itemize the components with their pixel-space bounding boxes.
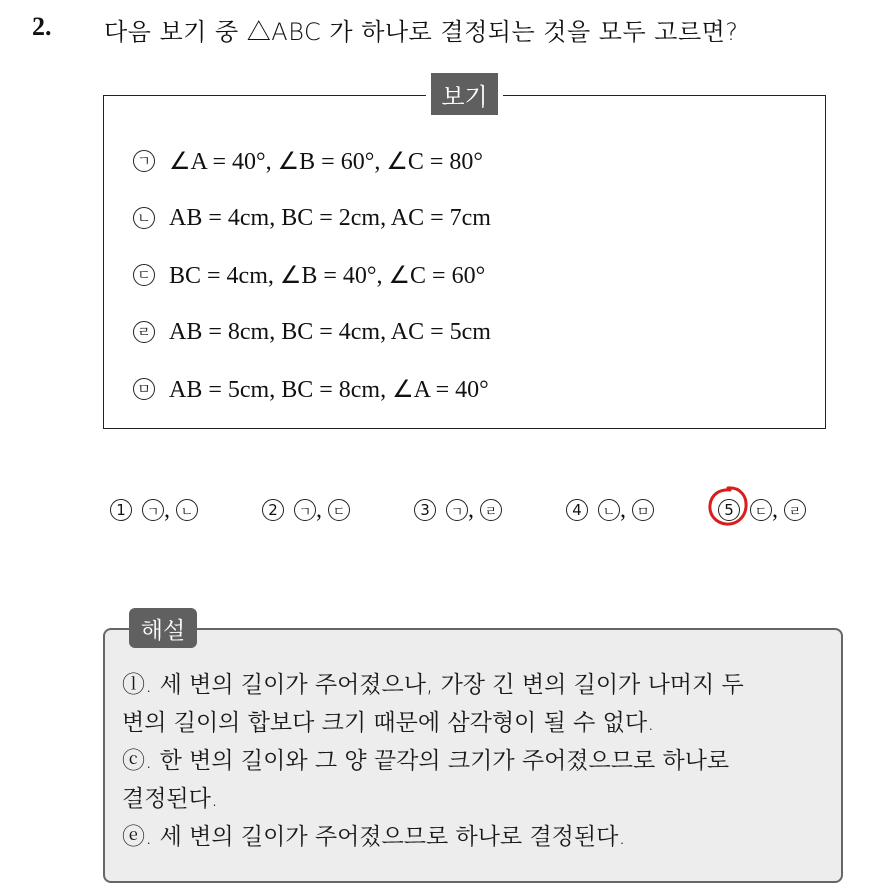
explanation-line-2: 변의 길이의 합보다 크기 때문에 삼각형이 될 수 없다.: [122, 710, 655, 736]
answer-choices: [0, 490, 884, 530]
choice-number-icon: 2: [262, 499, 284, 521]
marker-icon: ㄹ: [480, 499, 502, 521]
bogi-item-text: AB = 8cm, BC = 4cm, AC = 5cm: [169, 318, 491, 345]
marker-mieum-icon: ㅁ: [133, 378, 155, 400]
bogi-item-5: [133, 371, 489, 407]
marker-icon: ㄱ: [446, 499, 468, 521]
marker-digeut-icon: ㄷ: [133, 264, 155, 286]
explanation-line-3: ⓒ. 한 변의 길이와 그 양 끝각의 크기가 주어졌으므로 하나로: [122, 748, 730, 774]
bogi-item-text: ∠A = 40°, ∠B = 60°, ∠C = 80°: [169, 148, 483, 175]
choice-1[interactable]: 1 ㄱ , ㄴ: [110, 490, 198, 530]
marker-icon: ㄱ: [294, 499, 316, 521]
bogi-item-text: AB = 5cm, BC = 8cm, ∠A = 40°: [169, 376, 489, 403]
marker-icon: ㄱ: [142, 499, 164, 521]
marker-icon: ㄷ: [328, 499, 350, 521]
marker-rieul-icon: ㄹ: [133, 321, 155, 343]
choice-3[interactable]: 3 ㄱ , ㄹ: [414, 490, 502, 530]
marker-giyeok-icon: ㄱ: [133, 150, 155, 172]
explanation-label: 해설: [129, 608, 197, 648]
choice-number-icon: 3: [414, 499, 436, 521]
choice-number-icon: 1: [110, 499, 132, 521]
bogi-item-4: [133, 314, 491, 350]
choice-number-icon: 4: [566, 499, 588, 521]
bogi-item-2: [133, 200, 491, 236]
bogi-item-3: [133, 257, 485, 293]
bogi-item-text: AB = 4cm, BC = 2cm, AC = 7cm: [169, 204, 491, 231]
choice-4[interactable]: 4 ㄴ , ㅁ: [566, 490, 654, 530]
question-text: 다음 보기 중 △ABC 가 하나로 결정되는 것을 모두 고르면?: [104, 18, 739, 46]
bogi-item-1: [133, 143, 483, 179]
choice-number-icon: 5: [718, 499, 740, 521]
marker-icon: ㄴ: [598, 499, 620, 521]
choice-5[interactable]: 5 ㄷ , ㄹ: [718, 490, 806, 530]
explanation-line-5: ⓔ. 세 변의 길이가 주어졌으므로 하나로 결정된다.: [122, 824, 626, 850]
question-number: 2.: [32, 12, 52, 41]
marker-icon: ㄹ: [784, 499, 806, 521]
bogi-label: 보기: [431, 73, 498, 115]
marker-nieun-icon: ㄴ: [133, 207, 155, 229]
marker-icon: ㄷ: [750, 499, 772, 521]
explanation-line-1: ⓛ. 세 변의 길이가 주어졌으나, 가장 긴 변의 길이가 나머지 두: [122, 672, 744, 698]
choice-2[interactable]: 2 ㄱ , ㄷ: [262, 490, 350, 530]
explanation-line-4: 결정된다.: [122, 786, 219, 812]
marker-icon: ㅁ: [632, 499, 654, 521]
answer-circle-icon: [706, 484, 750, 528]
marker-icon: ㄴ: [176, 499, 198, 521]
bogi-item-text: BC = 4cm, ∠B = 40°, ∠C = 60°: [169, 262, 486, 289]
